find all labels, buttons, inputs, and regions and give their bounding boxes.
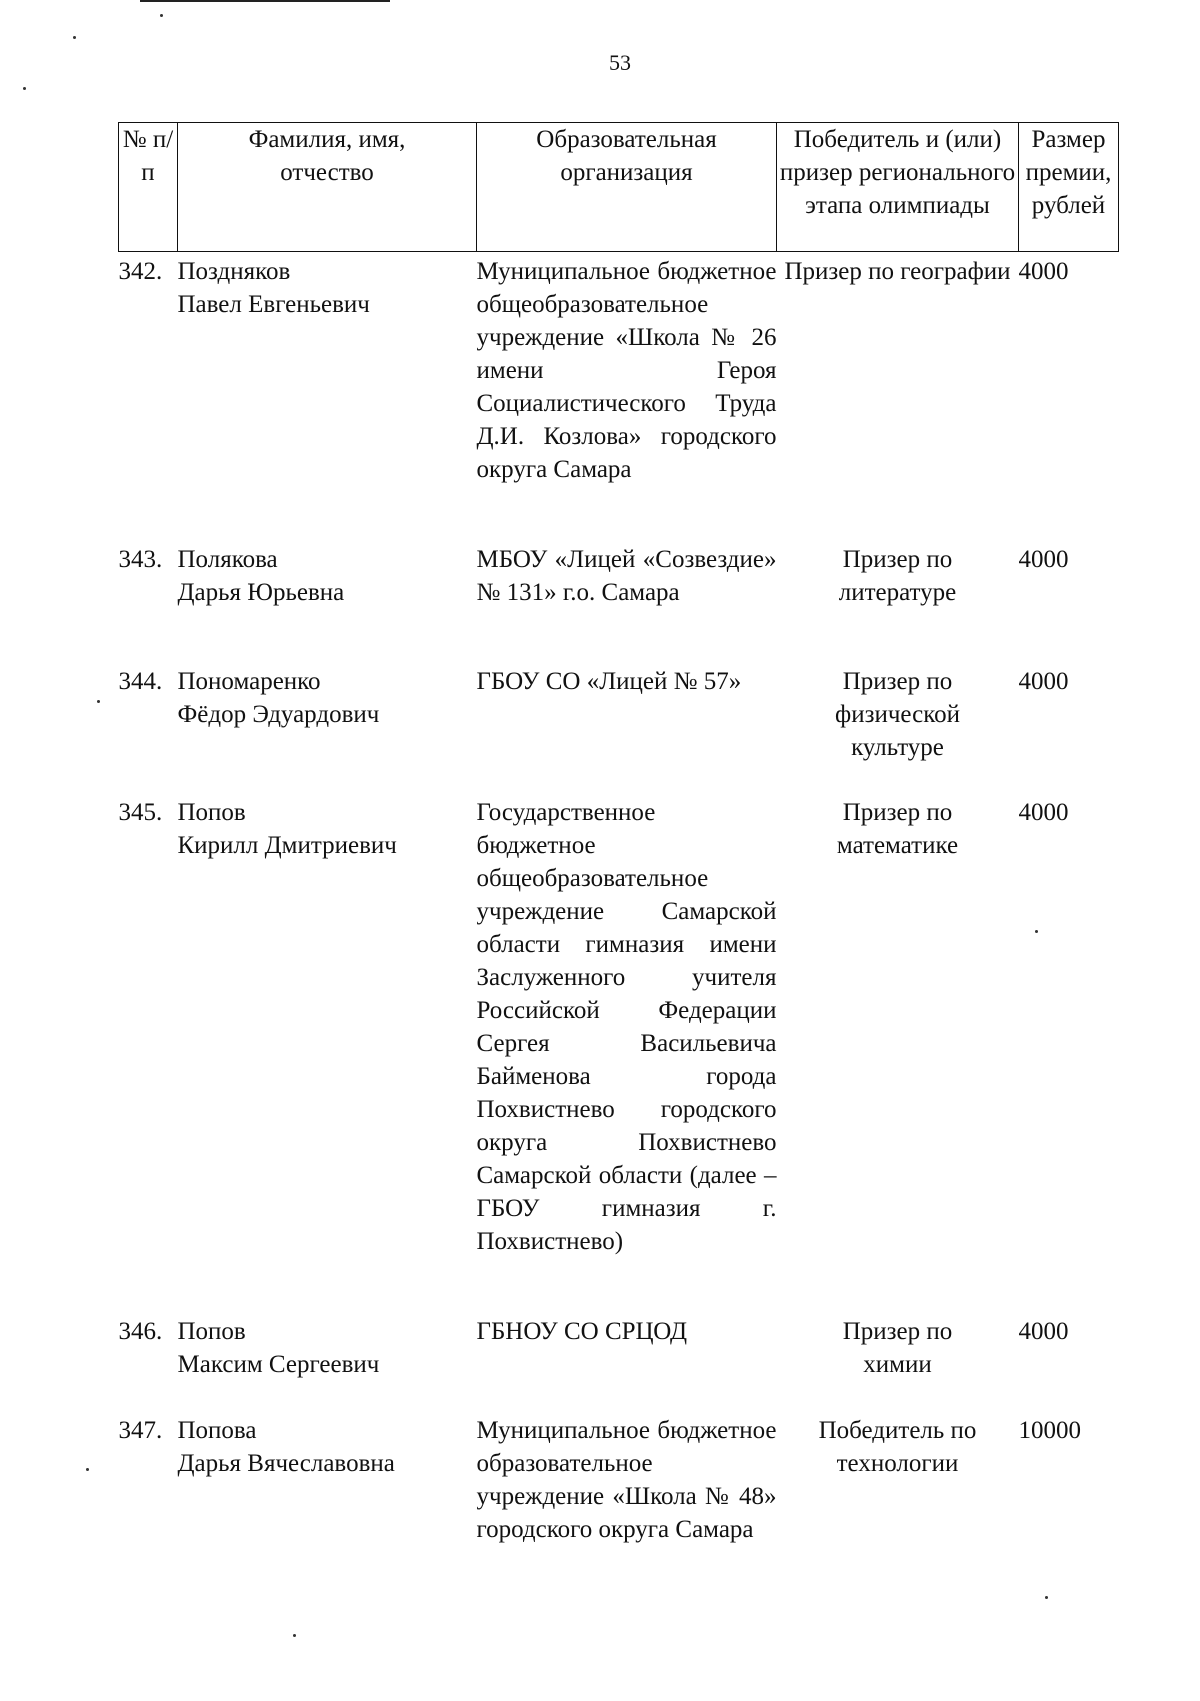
row-given-names: Павел Евгеньевич (177, 291, 370, 318)
scan-speck (86, 1468, 89, 1471)
header-organization: Образовательная организация (477, 123, 777, 252)
row-award: Призер по физической культуре (835, 668, 960, 761)
awardees-table (118, 122, 1119, 1584)
row-award: Победитель по технологии (818, 1417, 977, 1477)
row-surname: Попов (177, 1318, 246, 1345)
row-given-names: Кирилл Дмитриевич (177, 832, 397, 859)
scan-speck (97, 700, 100, 703)
row-organization: ГБОУ СО «Лицей № 57» (476, 668, 742, 695)
row-prize: 4000 (1018, 799, 1069, 826)
scan-speck (73, 36, 76, 39)
header-number: № п/п (119, 123, 178, 252)
row-number: 342. (118, 258, 163, 285)
row-surname: Полякова (177, 546, 278, 573)
row-person (178, 543, 477, 665)
table-row (119, 1315, 1119, 1414)
row-number: 343. (118, 546, 163, 573)
row-award: Призер по математике (836, 799, 959, 859)
table-row (119, 796, 1119, 1315)
scan-speck (1035, 930, 1038, 933)
row-person (178, 1414, 477, 1584)
scan-speck (293, 1634, 296, 1637)
row-given-names: Дарья Юрьевна (177, 579, 345, 606)
scan-speck (160, 14, 163, 17)
row-award: Призер по химии (842, 1318, 953, 1378)
row-surname: Поздняков (177, 258, 291, 285)
scan-speck (23, 87, 26, 90)
row-given-names: Фёдор Эдуардович (177, 701, 380, 728)
page-number: 53 (609, 50, 631, 75)
row-award: Призер по географии (784, 258, 1011, 285)
header-prize: Размер премии, рублей (1019, 123, 1119, 252)
row-organization: Государственное бюджетное общеобразовательное учреждение Самарской области гимназия имени Заслуженного учителя Российской Федерации Сергея Васильевича Байменова города Похвистнево городского округа Похвистнево Самарской области (далее – ГБОУ гимназия г. Похвистнево) (476, 799, 777, 1255)
row-prize: 4000 (1018, 668, 1069, 695)
table-row (119, 252, 1119, 544)
row-prize: 4000 (1018, 546, 1069, 573)
table-row (119, 543, 1119, 665)
row-surname: Пономаренко (177, 668, 321, 695)
table-row (119, 665, 1119, 796)
scan-speck (1045, 1596, 1048, 1599)
header-name: Фамилия, имя, отчество (178, 123, 477, 252)
row-prize: 4000 (1018, 258, 1069, 285)
row-person (178, 1315, 477, 1414)
row-organization: ГБНОУ СО СРЦОД (476, 1318, 688, 1345)
header-row (119, 123, 1119, 252)
row-number: 346. (118, 1318, 163, 1345)
row-prize: 10000 (1018, 1417, 1081, 1444)
row-organization: Муниципальное бюджетное общеобразовательное учреждение «Школа № 26 имени Героя Социалистического Труда Д.И. Козлова» городского округа Самара (476, 258, 777, 483)
table-row (119, 1414, 1119, 1584)
row-person (178, 796, 477, 1315)
row-person (178, 252, 477, 544)
row-given-names: Дарья Вячеславовна (177, 1450, 395, 1477)
row-organization: МБОУ «Лицей «Созвездие» № 131» г.о. Самара (476, 546, 777, 606)
row-person (178, 665, 477, 796)
row-surname: Попова (177, 1417, 257, 1444)
row-given-names: Максим Сергеевич (177, 1351, 380, 1378)
row-number: 345. (118, 799, 163, 826)
row-organization: Муниципальное бюджетное образовательное учреждение «Школа № 48» городского округа Самара (476, 1417, 777, 1543)
row-surname: Попов (177, 799, 246, 826)
row-number: 347. (118, 1417, 163, 1444)
row-award: Призер по литературе (838, 546, 957, 606)
row-prize: 4000 (1018, 1318, 1069, 1345)
row-number: 344. (118, 668, 163, 695)
top-rule (140, 0, 390, 2)
header-award: Победитель и (или) призер регионального этапа олимпиады (777, 123, 1019, 252)
